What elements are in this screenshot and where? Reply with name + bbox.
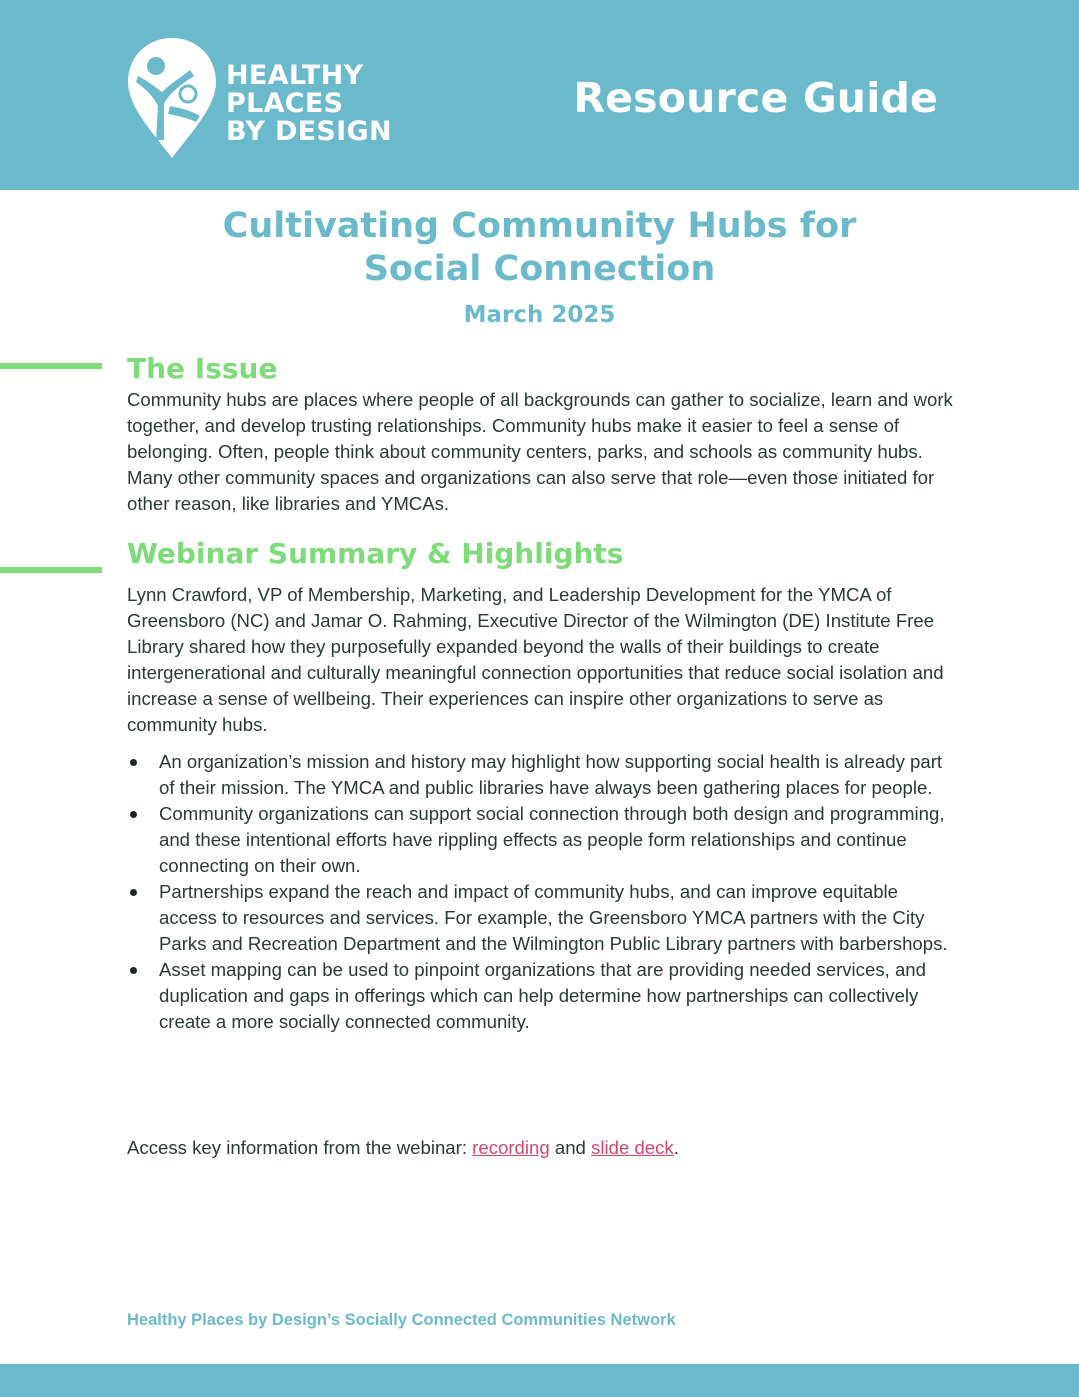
section-heading-issue: The Issue [127,352,278,385]
logo-line-2: PLACES [226,88,344,119]
section-heading-webinar: Webinar Summary & Highlights [127,537,624,570]
section-divider-issue [0,363,102,369]
header-band [0,0,1079,190]
bullet-icon [130,759,137,766]
bullet-icon [130,967,137,974]
section-divider-webinar [0,567,102,573]
access-info: Access key information from the webinar: recording and slide deck. [127,1137,679,1158]
map-pin-people-icon [126,36,218,160]
bullet-icon [130,811,137,818]
logo-wordmark [226,62,392,146]
bullet-icon [130,889,137,896]
title-line-1: Cultivating Community Hubs for [222,206,857,246]
highlights-list [127,749,957,1035]
webinar-paragraph: Lynn Crawford, VP of Membership, Marketing, and Leadership Development for the YMCA of Greensboro (NC) and Jamar O. Rahming, Executive Director of the Wilmington (DE) Institute Free Library shared how they purposefully expanded beyond the walls of their buildings to create intergenerational and culturally meaningful connection opportunities that reduce social isolation and increase a sense of wellbeing. Their experiences can inspire other organizations to serve as community hubs. [127,584,944,735]
list-item: Community organizations can support social connection through both design and programming, and these intentional efforts have rippling effects as people form relationships and continue connecting on their own. [127,801,957,879]
logo-line-3: BY DESIGN [226,116,392,147]
logo-line-1: HEALTHY [226,60,364,91]
healthy-places-logo [126,36,392,160]
list-item: An organization’s mission and history may highlight how supporting social health is already part of their mission. The YMCA and public libraries have always been gathering places for people. [127,749,957,801]
footer-network-label: Healthy Places by Design’s Socially Connected Communities Network [127,1311,676,1329]
recording-link[interactable]: recording [472,1137,550,1158]
header-title: Resource Guide [573,74,938,122]
slide-deck-link[interactable]: slide deck [591,1137,674,1158]
list-item: Asset mapping can be used to pinpoint organizations that are providing needed services, and duplication and gaps in offerings which can help determine how partnerships can collectively create a more socially connected community. [127,957,957,1035]
title-line-2: Social Connection [363,249,716,289]
footer-band [0,1364,1079,1397]
list-item: Partnerships expand the reach and impact of community hubs, and can improve equitable access to resources and services. For example, the Greensboro YMCA partners with the City Parks and Recreation Department and the Wilmington Public Library partners with barbershops. [127,879,957,957]
document-title [0,205,1079,291]
document-date: March 2025 [463,302,616,328]
issue-paragraph: Community hubs are places where people of all backgrounds can gather to socialize, learn and work together, and develop trusting relationships. Community hubs make it easier to feel a sense of belonging. Often, people think about community centers, parks, and schools as community hubs. Many other community spaces and organizations can also serve that role—even those initiated for other reason, like libraries and YMCAs. [127,389,953,514]
